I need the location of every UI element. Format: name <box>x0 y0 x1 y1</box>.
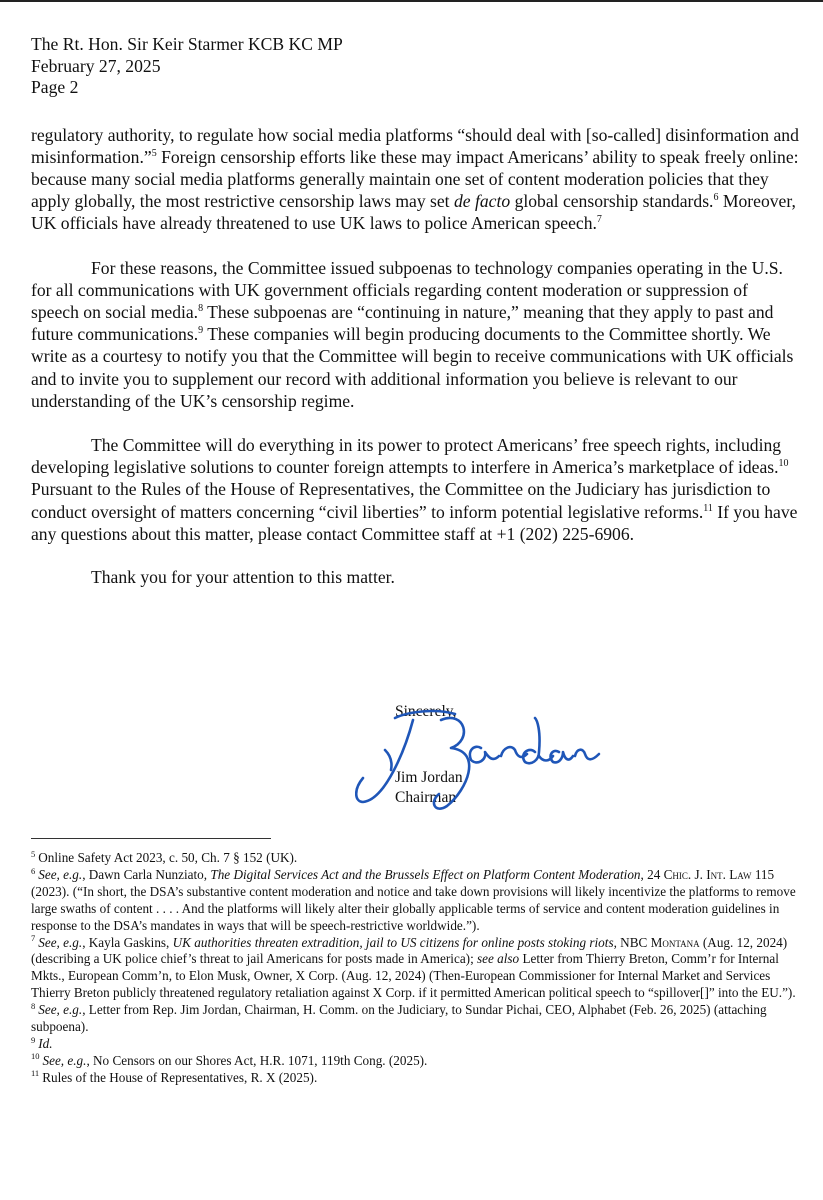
footnote-ref-11: 11 <box>703 502 713 514</box>
paragraph-3 <box>31 434 799 545</box>
footnote-number: 10 <box>31 1051 40 1062</box>
signer-title: Chairman <box>395 789 457 806</box>
footnote-ref-8: 8 <box>198 303 204 315</box>
footnote-text: Letter from Thierry Breton, Comm’r for Internal Mkts., European Comm’n, to Elon Musk, Owner, X Corp. (Aug. 12, 2024) (Then-European Commissioner for Internal Market and Services Thierry Breton publicly threatened regulatory retaliation against X Corp. if it permitted American political speech to “spillover[]” into the EU.”). <box>31 951 796 1001</box>
footnote-text: , Dawn Carla Nunziato, <box>82 866 211 882</box>
footnote-text: (Aug. 12, 2024) (describing a UK police chief’s threat to jail Americans for posts made in America); <box>31 934 788 967</box>
p2-text-a: For these reasons, the Committee issued subpoenas to technology companies operating in the U.S. for all communications with UK government officials regarding content moderation or suppression of speech on social media. <box>31 257 783 322</box>
header-date: February 27, 2025 <box>31 55 161 76</box>
footnote-text: Online Safety Act 2023, c. 50, Ch. 7 § 152 (UK). <box>38 850 298 865</box>
signer-name: Jim Jordan <box>395 769 463 786</box>
citation-signal: See, e.g. <box>42 1052 87 1068</box>
footnote-7 <box>31 935 806 1003</box>
p2-text-c: These companies will begin producing documents to the Committee shortly. We write as a courtesy to notify you that the Committee will begin to receive communications with UK officials and to invite you to supplement our record with additional information you believe is relevant to our understanding of the UK’s censorship regime. <box>31 324 794 411</box>
closing-line: Thank you for your attention to this matter. <box>91 566 395 587</box>
footnote-text: , NBC <box>613 934 651 950</box>
p3-text-b: Pursuant to the Rules of the House of Representatives, the Committee on the Judiciary has jurisdiction to conduct oversight of matters concerning “civil liberties” to inform potential legislative reforms. <box>31 479 771 522</box>
citation-signal: See, e.g. <box>38 934 83 950</box>
citation-id: Id. <box>38 1035 53 1051</box>
p2-text-b: These subpoenas are “continuing in nature,” meaning that they apply to past and future communications. <box>31 301 774 345</box>
p1-text-c: global censorship standards. <box>510 191 714 212</box>
p1-text-a: regulatory authority, to regulate how social media platforms “should deal with [so-called] disinformation and misinformation.” <box>31 124 799 167</box>
footnote-number: 8 <box>31 1000 36 1011</box>
signature-block <box>355 690 615 830</box>
footnote-number: 6 <box>31 865 36 876</box>
footnote-8 <box>31 1002 806 1036</box>
footnote-ref-9: 9 <box>198 325 204 337</box>
top-border-line <box>0 0 823 2</box>
footnote-6 <box>31 867 806 935</box>
p3-text-c: If you have any questions about this matter, please contact Committee staff at +1 (202) 225-6906. <box>31 501 798 544</box>
footnote-9 <box>31 1036 806 1053</box>
footnote-number: 11 <box>31 1068 40 1079</box>
footnote-number: 5 <box>31 848 36 859</box>
footnote-number: 9 <box>31 1034 36 1045</box>
p1-text-b: Foreign censorship efforts like these may impact Americans’ ability to speak freely online: because many social media platforms generally maintain one set of content moderation policies that they apply globally, the most restrictive censorship laws may set <box>31 146 799 212</box>
footnote-ref-7: 7 <box>596 214 602 226</box>
article-title: The Digital Services Act and the Brussels Effect on Platform Content Moderation <box>210 866 641 882</box>
footnote-text: , No Censors on our Shores Act, H.R. 1071, 119th Cong. (2025). <box>86 1052 428 1068</box>
p1-italic-de-facto: de facto <box>453 191 511 212</box>
footnote-ref-10: 10 <box>778 458 789 470</box>
paragraph-1 <box>31 124 799 235</box>
article-title: UK authorities threaten extradition, jail to US citizens for online posts stoking riots <box>172 934 614 950</box>
journal-name: Chic. J. Int. Law <box>663 866 752 882</box>
paragraph-2 <box>31 257 799 412</box>
footnote-text: 115 (2023). (“In short, the DSA’s substantive content moderation and notice and take down provisions will likely incentivize the platforms to remove large swaths of content . . . . And the platforms will likely alter their globally applicable terms of service and content moderation guidelines in response to the DSA’s mandates in ways that will be speech-restrictive worldwide.”). <box>31 866 796 933</box>
footnote-5 <box>31 850 806 867</box>
outlet-name: Montana <box>650 934 700 950</box>
footnote-11 <box>31 1070 806 1087</box>
p1-text-d: Moreover, UK officials have already threatened to use UK laws to police American speech. <box>31 191 796 234</box>
letter-page <box>31 34 799 588</box>
header-page-number: Page 2 <box>31 77 79 97</box>
handwritten-signature <box>355 690 615 830</box>
footnote-10 <box>31 1053 806 1070</box>
footnote-number: 7 <box>31 933 36 944</box>
footnote-text: , Kayla Gaskins, <box>82 934 173 950</box>
footnote-ref-5: 5 <box>151 147 157 159</box>
p3-text-a: The Committee will do everything in its power to protect Americans’ free speech rights, including developing legislative solutions to counter foreign attempts to interfere in America’s marketplace of ideas. <box>31 434 782 478</box>
footnote-divider <box>31 838 271 839</box>
footnote-text: , 24 <box>640 866 664 882</box>
citation-signal: See, e.g. <box>38 1002 83 1018</box>
footnote-text: , Letter from Rep. Jim Jordan, Chairman, H. Comm. on the Judiciary, to Sundar Pichai, CEO, Alphabet (Feb. 26, 2025) (attaching subpoena). <box>31 1002 767 1035</box>
valediction: Sincerely, <box>395 703 457 720</box>
citation-signal: See, e.g. <box>38 866 83 882</box>
footnotes-section <box>31 850 806 1087</box>
citation-signal-see-also: see also <box>477 951 520 967</box>
footnote-text: Rules of the House of Representatives, R. X (2025). <box>42 1069 318 1085</box>
footnote-ref-6: 6 <box>713 192 719 204</box>
header-addressee: The Rt. Hon. Sir Keir Starmer KCB KC MP <box>31 34 343 54</box>
